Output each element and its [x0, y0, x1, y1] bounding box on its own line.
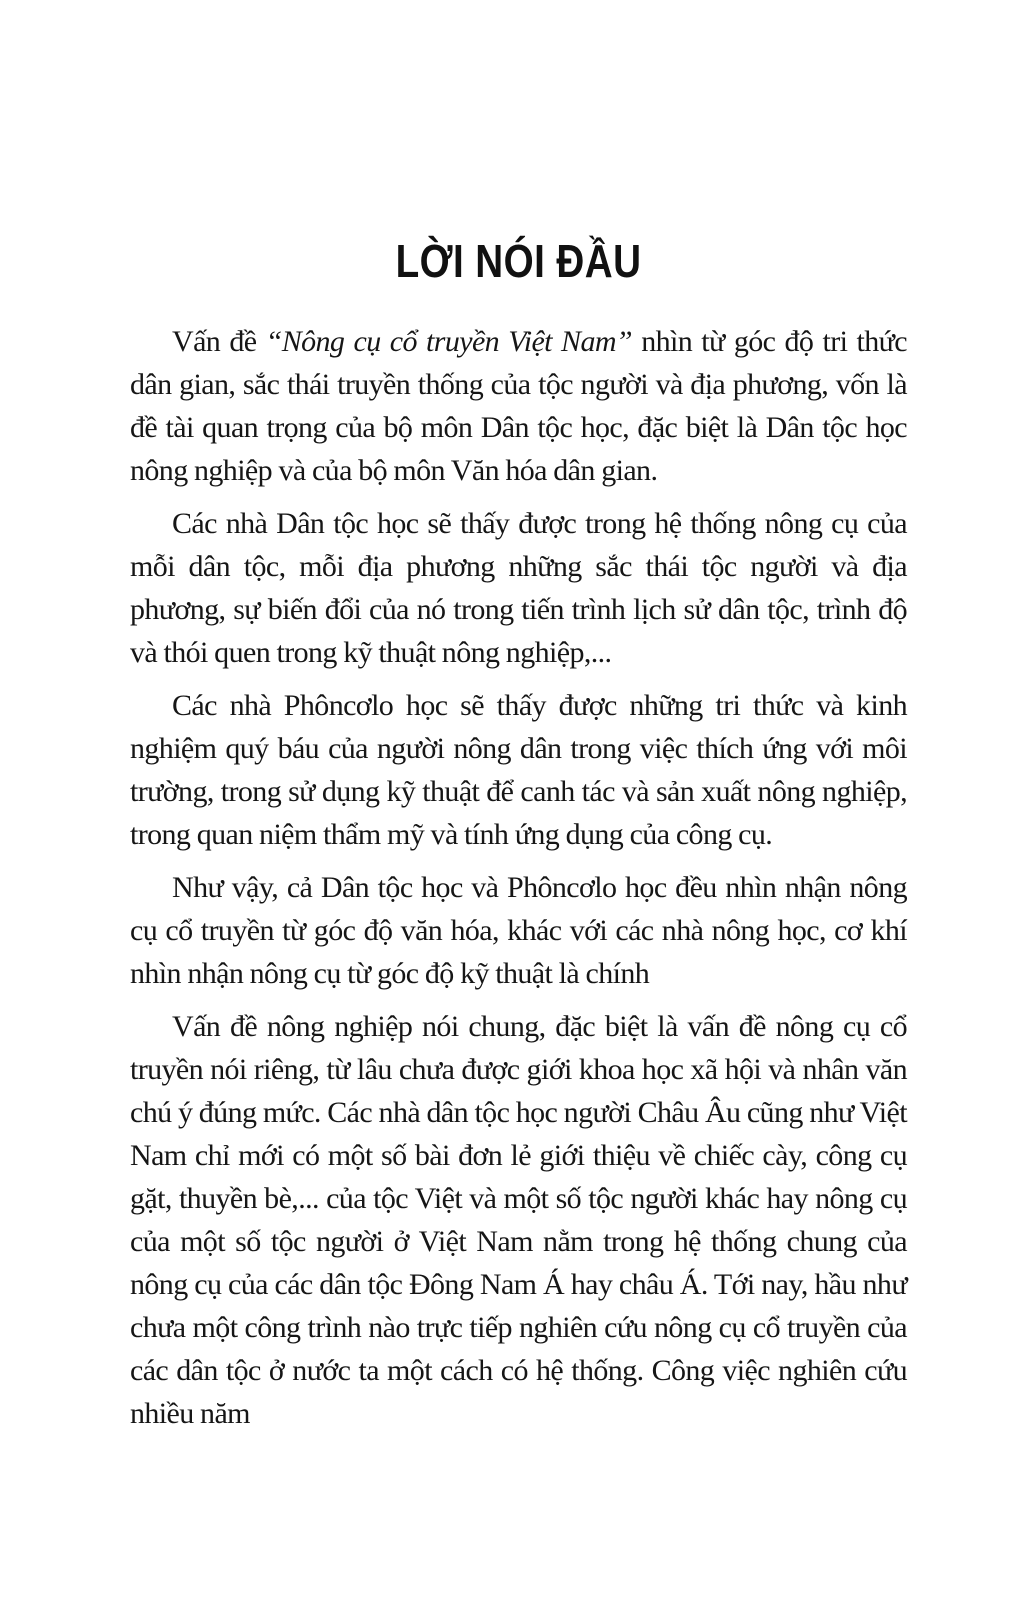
paragraph-4: Như vậy, cả Dân tộc học và Phôncơlo học đều nhìn nhận nông cụ cổ truyền từ góc độ văn hóa, khác với các nhà nông học, cơ khí nhìn nhận nông cụ từ góc độ kỹ thuật là chính: [130, 871, 907, 990]
paragraph-5: Vấn đề nông nghiệp nói chung, đặc biệt là vấn đề nông cụ cổ truyền nói riêng, từ lâu chưa được giới khoa học xã hội và nhân văn chú ý đúng mức. Các nhà dân tộc học người Châu Âu cũng như Việt Nam chỉ mới có một số bài đơn lẻ giới thiệu về chiếc cày, công cụ gặt, thuyền bè,... của tộc Việt và một số tộc người khác hay nông cụ của một số tộc người ở Việt Nam nằm trong hệ thống chung của nông cụ của các dân tộc Đông Nam Á hay châu Á. Tới nay, hầu như chưa một công trình nào trực tiếp nghiên cứu nông cụ cổ truyền của các dân tộc ở nước ta một cách có hệ thống. Công việc nghiên cứu nhiều năm: [130, 1010, 907, 1430]
paragraph-1: [130, 320, 907, 492]
paragraph-3: Các nhà Phôncơlo học sẽ thấy được những tri thức và kinh nghiệm quý báu của người nông dân trong việc thích ứng với môi trường, trong sử dụng kỹ thuật để canh tác và sản xuất nông nghiệp, trong quan niệm thẩm mỹ và tính ứng dụng của công cụ.: [130, 689, 907, 851]
paragraph-1-rest: nhìn từ góc độ tri thức dân gian, sắc thái truyền thống của tộc người và địa phương, vốn là đề tài quan trọng của bộ môn Dân tộc học, đặc biệt là Dân tộc học nông nghiệp và của bộ môn Văn hóa dân gian.: [130, 325, 907, 487]
paragraph-1-lead: Vấn đề: [172, 325, 266, 358]
book-title-quote: “Nông cụ cổ truyền Việt Nam”: [265, 325, 633, 358]
page-title: LỜI NÓI ĐẦU: [395, 235, 642, 287]
paragraph-2: Các nhà Dân tộc học sẽ thấy được trong hệ thống nông cụ của mỗi dân tộc, mỗi địa phương những sắc thái tộc người và địa phương, sự biến đổi của nó trong tiến trình lịch sử dân tộc, trình độ và thói quen trong kỹ thuật nông nghiệp,...: [130, 507, 907, 669]
